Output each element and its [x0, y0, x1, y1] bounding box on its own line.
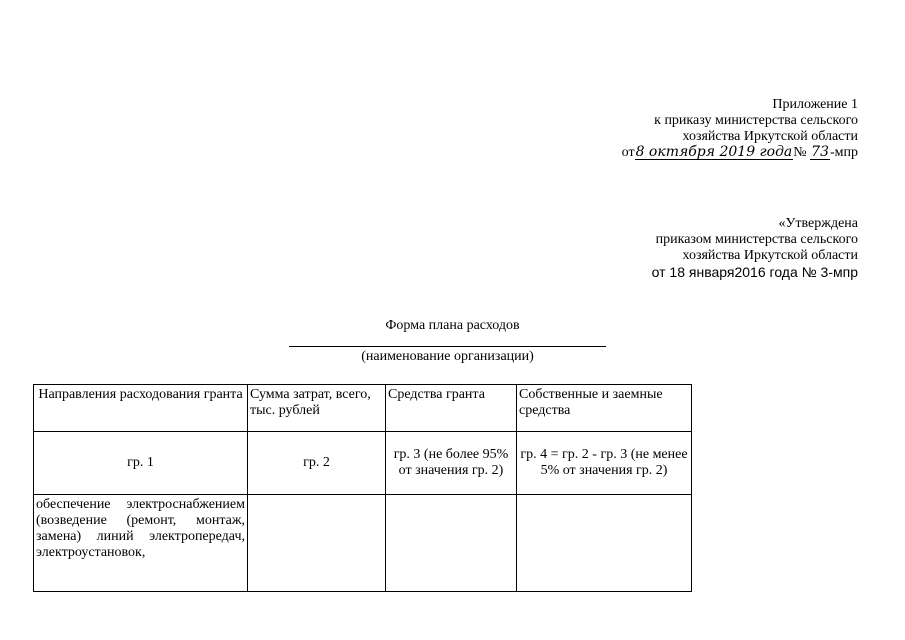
appendix-line-3: хозяйства Иркутской области: [682, 129, 858, 144]
header-directions: Направления расходования гранта: [34, 385, 248, 432]
handwritten-number: 73: [811, 144, 829, 160]
table-row: [34, 495, 692, 592]
numbering-col-4: гр. 4 = гр. 2 - гр. 3 (не менее 5% от значения гр. 2): [517, 432, 692, 495]
row-own-funds: [517, 495, 692, 592]
header-grant: Средства гранта: [386, 385, 517, 432]
appendix-line-2: к приказу министерства сельского: [654, 113, 858, 128]
numbering-col-1: гр. 1: [34, 432, 248, 495]
organization-name-line: [289, 346, 606, 347]
approved-line-4: от 18 января2016 года № 3-мпр: [651, 264, 858, 280]
appendix-date-line: [622, 145, 858, 161]
form-title: Форма плана расходов: [385, 318, 520, 333]
approved-line-1: «Утверждена: [778, 216, 858, 231]
organization-caption: (наименование организации): [361, 349, 534, 364]
row-grant: [386, 495, 517, 592]
approved-line-2: приказом министерства сельского: [655, 232, 858, 247]
numbering-col-3: гр. 3 (не более 95% от значения гр. 2): [386, 432, 517, 495]
numbering-col-2: гр. 2: [248, 432, 386, 495]
appendix-block: [622, 97, 858, 161]
table-header-row: [34, 385, 692, 432]
table-numbering-row: [34, 432, 692, 495]
header-total: Сумма затрат, всего, тыс. рублей: [248, 385, 386, 432]
number-sign: №: [793, 145, 807, 160]
number-suffix: -мпр: [829, 145, 858, 160]
header-own-funds: Собственные и заемные средства: [517, 385, 692, 432]
handwritten-date: 8 октября 2019 года: [635, 144, 793, 160]
appendix-line-1: Приложение 1: [772, 97, 858, 112]
date-prefix: от: [621, 145, 635, 160]
approved-block: [652, 216, 858, 280]
expense-plan-table: [33, 384, 692, 592]
approved-line-3: хозяйства Иркутской области: [682, 248, 858, 263]
row-total: [248, 495, 386, 592]
row-direction: обеспечение электроснабжением (возведение (ремонт, монтаж, замена) линий электропередач, электроустановок,: [34, 495, 248, 592]
